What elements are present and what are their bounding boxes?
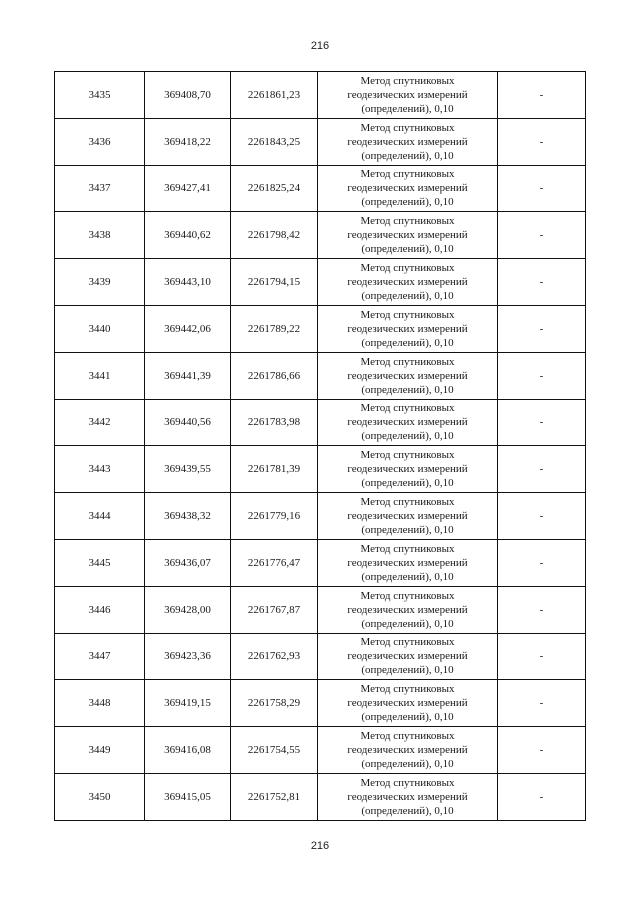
method-line: Метод спутниковых <box>360 730 455 743</box>
note-cell: - <box>498 118 586 165</box>
note-cell: - <box>498 399 586 446</box>
method-cell <box>318 72 498 119</box>
point-number-cell: 3445 <box>55 539 145 586</box>
method-line: Метод спутниковых <box>360 636 455 649</box>
note-cell: - <box>498 446 586 493</box>
x-coordinate-cell: 369428,00 <box>145 586 231 633</box>
method-cell <box>318 633 498 680</box>
method-cell <box>318 586 498 633</box>
method-line: Метод спутниковых <box>360 215 455 228</box>
point-number-cell: 3436 <box>55 118 145 165</box>
table-row <box>55 118 586 165</box>
point-number-cell: 3441 <box>55 352 145 399</box>
x-coordinate-cell: 369439,55 <box>145 446 231 493</box>
y-coordinate-cell: 2261752,81 <box>231 773 318 820</box>
x-coordinate-cell: 369415,05 <box>145 773 231 820</box>
table-row <box>55 586 586 633</box>
y-coordinate-cell: 2261762,93 <box>231 633 318 680</box>
method-line: Метод спутниковых <box>360 308 455 321</box>
method-line: геодезических измерений <box>347 135 468 148</box>
method-line: (определений), 0,10 <box>361 149 454 162</box>
method-line: геодезических измерений <box>347 88 468 101</box>
method-line: (определений), 0,10 <box>361 711 454 724</box>
method-cell <box>318 539 498 586</box>
method-line: геодезических измерений <box>347 369 468 382</box>
point-number-cell: 3444 <box>55 493 145 540</box>
point-number-cell: 3437 <box>55 165 145 212</box>
method-line: геодезических измерений <box>347 790 468 803</box>
note-cell: - <box>498 352 586 399</box>
point-number-cell: 3443 <box>55 446 145 493</box>
x-coordinate-cell: 369442,06 <box>145 305 231 352</box>
point-number-cell: 3450 <box>55 773 145 820</box>
method-line: геодезических измерений <box>347 229 468 242</box>
point-number-cell: 3447 <box>55 633 145 680</box>
x-coordinate-cell: 369440,56 <box>145 399 231 446</box>
method-line: Метод спутниковых <box>360 683 455 696</box>
method-line: геодезических измерений <box>347 603 468 616</box>
y-coordinate-cell: 2261758,29 <box>231 680 318 727</box>
table-row <box>55 352 586 399</box>
note-cell: - <box>498 493 586 540</box>
method-line: геодезических измерений <box>347 744 468 757</box>
method-cell <box>318 118 498 165</box>
method-line: геодезических измерений <box>347 510 468 523</box>
x-coordinate-cell: 369427,41 <box>145 165 231 212</box>
method-line: геодезических измерений <box>347 322 468 335</box>
method-cell <box>318 493 498 540</box>
table-row <box>55 446 586 493</box>
method-line: (определений), 0,10 <box>361 430 454 443</box>
note-cell: - <box>498 727 586 774</box>
note-cell: - <box>498 305 586 352</box>
x-coordinate-cell: 369423,36 <box>145 633 231 680</box>
point-number-cell: 3435 <box>55 72 145 119</box>
method-cell <box>318 773 498 820</box>
point-number-cell: 3446 <box>55 586 145 633</box>
method-line: Метод спутниковых <box>360 542 455 555</box>
x-coordinate-cell: 369436,07 <box>145 539 231 586</box>
y-coordinate-cell: 2261825,24 <box>231 165 318 212</box>
point-number-cell: 3440 <box>55 305 145 352</box>
method-line: (определений), 0,10 <box>361 617 454 630</box>
page-number-bottom: 216 <box>310 840 330 852</box>
x-coordinate-cell: 369419,15 <box>145 680 231 727</box>
method-line: Метод спутниковых <box>360 402 455 415</box>
method-line: геодезических измерений <box>347 697 468 710</box>
x-coordinate-cell: 369438,32 <box>145 493 231 540</box>
method-line: (определений), 0,10 <box>361 102 454 115</box>
table-row <box>55 633 586 680</box>
note-cell: - <box>498 680 586 727</box>
method-cell <box>318 399 498 446</box>
x-coordinate-cell: 369416,08 <box>145 727 231 774</box>
table-row <box>55 680 586 727</box>
method-line: (определений), 0,10 <box>361 243 454 256</box>
method-line: (определений), 0,10 <box>361 477 454 490</box>
method-line: (определений), 0,10 <box>361 383 454 396</box>
method-line: (определений), 0,10 <box>361 758 454 771</box>
x-coordinate-cell: 369418,22 <box>145 118 231 165</box>
note-cell: - <box>498 212 586 259</box>
method-line: (определений), 0,10 <box>361 196 454 209</box>
y-coordinate-cell: 2261776,47 <box>231 539 318 586</box>
method-line: геодезических измерений <box>347 416 468 429</box>
table-row <box>55 259 586 306</box>
point-number-cell: 3438 <box>55 212 145 259</box>
coordinates-table-body <box>55 72 586 821</box>
method-line: (определений), 0,10 <box>361 524 454 537</box>
method-line: геодезических измерений <box>347 276 468 289</box>
method-line: (определений), 0,10 <box>361 804 454 817</box>
y-coordinate-cell: 2261783,98 <box>231 399 318 446</box>
x-coordinate-cell: 369441,39 <box>145 352 231 399</box>
y-coordinate-cell: 2261754,55 <box>231 727 318 774</box>
y-coordinate-cell: 2261779,16 <box>231 493 318 540</box>
point-number-cell: 3442 <box>55 399 145 446</box>
method-line: геодезических измерений <box>347 556 468 569</box>
table-row <box>55 399 586 446</box>
y-coordinate-cell: 2261843,25 <box>231 118 318 165</box>
y-coordinate-cell: 2261767,87 <box>231 586 318 633</box>
method-line: Метод спутниковых <box>360 589 455 602</box>
table-row <box>55 773 586 820</box>
x-coordinate-cell: 369443,10 <box>145 259 231 306</box>
note-cell: - <box>498 633 586 680</box>
table-row <box>55 72 586 119</box>
method-line: геодезических измерений <box>347 650 468 663</box>
point-number-cell: 3449 <box>55 727 145 774</box>
point-number-cell: 3439 <box>55 259 145 306</box>
method-line: Метод спутниковых <box>360 496 455 509</box>
method-line: Метод спутниковых <box>360 74 455 87</box>
y-coordinate-cell: 2261789,22 <box>231 305 318 352</box>
method-cell <box>318 212 498 259</box>
coordinates-table <box>54 71 586 821</box>
point-number-cell: 3448 <box>55 680 145 727</box>
table-row <box>55 493 586 540</box>
method-line: (определений), 0,10 <box>361 664 454 677</box>
table-row <box>55 305 586 352</box>
method-line: Метод спутниковых <box>360 121 455 134</box>
note-cell: - <box>498 586 586 633</box>
method-line: геодезических измерений <box>347 182 468 195</box>
method-cell <box>318 727 498 774</box>
table-row <box>55 727 586 774</box>
note-cell: - <box>498 539 586 586</box>
method-line: Метод спутниковых <box>360 449 455 462</box>
note-cell: - <box>498 165 586 212</box>
y-coordinate-cell: 2261861,23 <box>231 72 318 119</box>
y-coordinate-cell: 2261781,39 <box>231 446 318 493</box>
method-line: Метод спутниковых <box>360 262 455 275</box>
method-line: Метод спутниковых <box>360 355 455 368</box>
method-line: (определений), 0,10 <box>361 570 454 583</box>
method-cell <box>318 259 498 306</box>
y-coordinate-cell: 2261786,66 <box>231 352 318 399</box>
note-cell: - <box>498 259 586 306</box>
note-cell: - <box>498 72 586 119</box>
table-row <box>55 212 586 259</box>
note-cell: - <box>498 773 586 820</box>
method-cell <box>318 680 498 727</box>
method-line: (определений), 0,10 <box>361 336 454 349</box>
method-cell <box>318 165 498 212</box>
method-line: Метод спутниковых <box>360 776 455 789</box>
table-row <box>55 539 586 586</box>
y-coordinate-cell: 2261794,15 <box>231 259 318 306</box>
x-coordinate-cell: 369440,62 <box>145 212 231 259</box>
method-line: геодезических измерений <box>347 463 468 476</box>
method-cell <box>318 446 498 493</box>
x-coordinate-cell: 369408,70 <box>145 72 231 119</box>
table-row <box>55 165 586 212</box>
method-line: (определений), 0,10 <box>361 290 454 303</box>
method-cell <box>318 352 498 399</box>
y-coordinate-cell: 2261798,42 <box>231 212 318 259</box>
method-cell <box>318 305 498 352</box>
page-number-top: 216 <box>310 40 330 52</box>
method-line: Метод спутниковых <box>360 168 455 181</box>
